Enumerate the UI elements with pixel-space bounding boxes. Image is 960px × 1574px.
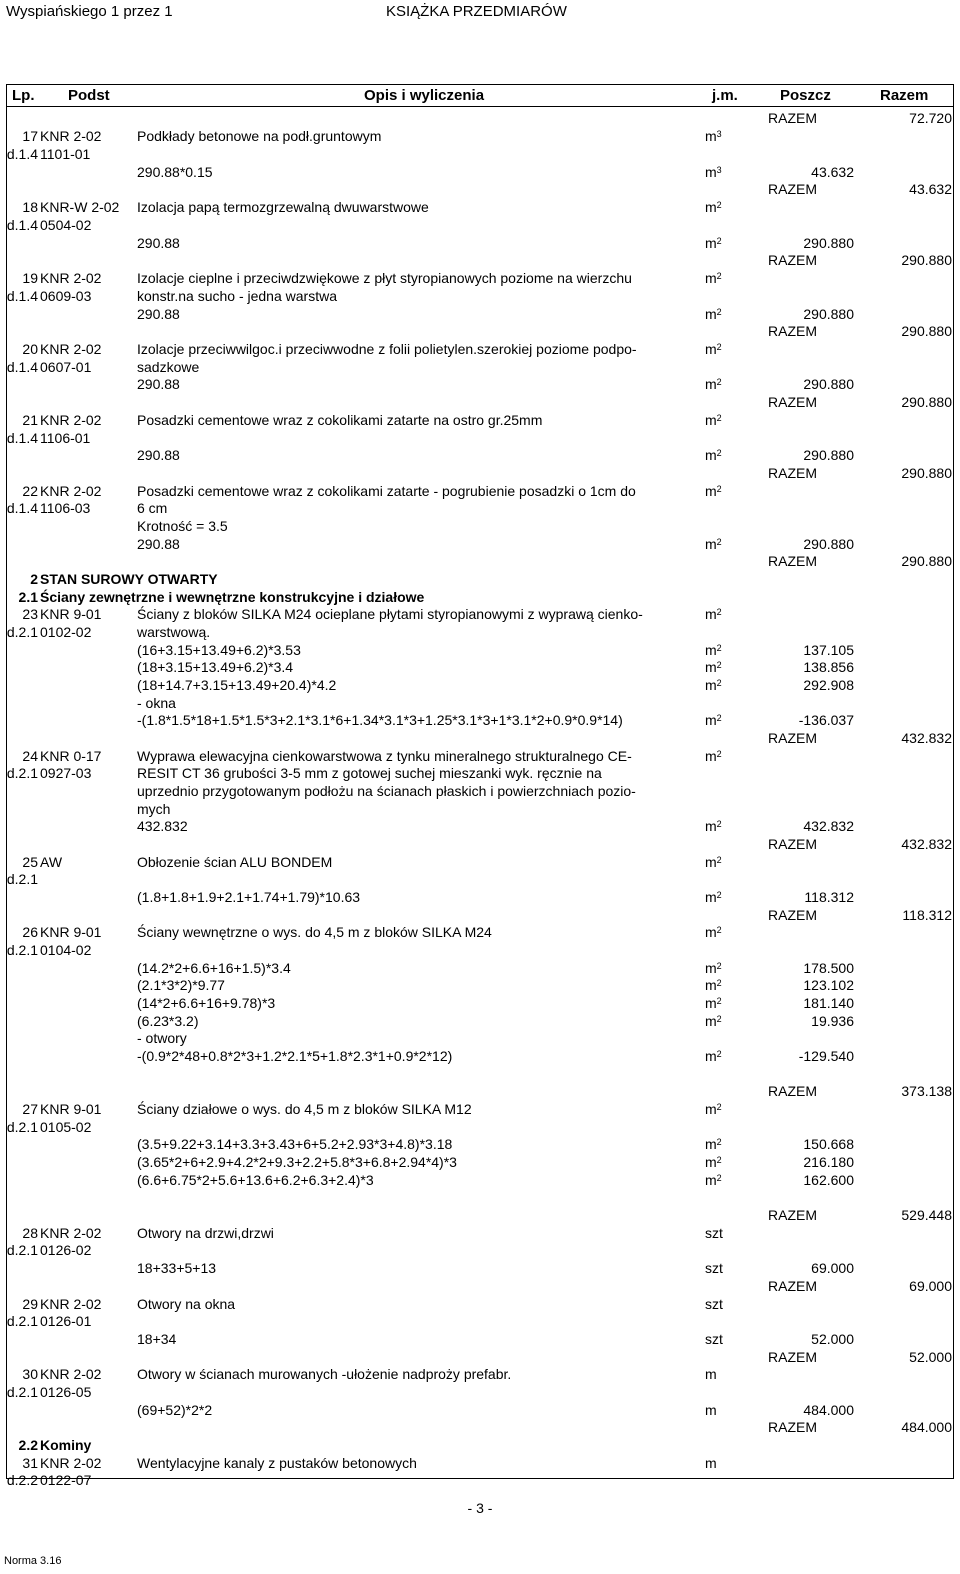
- cell-lp: 2: [30, 571, 38, 587]
- cell-podstawa: KNR 2-02: [40, 483, 102, 499]
- cell-lp: 21: [22, 412, 38, 428]
- cell-opis: warstwową.: [137, 624, 211, 640]
- cell-poszcz: 290.880: [803, 376, 854, 392]
- cell-opis: mych: [137, 801, 171, 817]
- cell-podstawa: KNR 9-01: [40, 924, 102, 940]
- table-row: [0, 1119, 960, 1136]
- cell-opis: sadzkowe: [137, 359, 200, 375]
- table-row: [0, 323, 960, 340]
- cell-razem: 72.720: [909, 110, 952, 126]
- cell-opis: 290.88: [137, 447, 180, 463]
- cell-lp: 22: [22, 483, 38, 499]
- cell-podstawa: Kominy: [40, 1437, 92, 1453]
- cell-razem-label: RAZEM: [768, 730, 817, 746]
- table-row: [0, 394, 960, 411]
- table-row: [0, 1225, 960, 1242]
- table-row: [0, 748, 960, 765]
- cell-jm: $m^2$: [705, 995, 722, 1011]
- cell-poszcz: 150.668: [803, 1136, 854, 1152]
- cell-podstawa: 1106-03: [40, 500, 91, 516]
- table-row: [0, 889, 960, 906]
- table-row: [0, 818, 960, 835]
- cell-podstawa: KNR 2-02: [40, 412, 102, 428]
- cell-podstawa: KNR 9-01: [40, 606, 102, 622]
- cell-poszcz: 19.936: [811, 1013, 854, 1029]
- cell-opis: (18+14.7+3.15+13.49+20.4)*4.2: [137, 677, 337, 693]
- software-version: Norma 3.16: [4, 1555, 62, 1567]
- table-row: [0, 1402, 960, 1419]
- cell-razem: 118.312: [902, 907, 952, 923]
- cell-lp: d.2.1: [6, 942, 38, 958]
- cell-razem-label: RAZEM: [768, 1083, 817, 1099]
- cell-jm: $m^2$: [705, 1013, 722, 1029]
- cell-jm: $m^2$: [705, 659, 722, 675]
- cell-opis: - okna: [137, 695, 176, 711]
- table-row: [0, 1207, 960, 1224]
- cell-lp: d.1.4: [6, 288, 38, 304]
- cell-razem-label: RAZEM: [768, 1419, 817, 1435]
- table-row: [0, 606, 960, 623]
- cell-jm: szt: [705, 1296, 723, 1312]
- cell-razem: 484.000: [901, 1419, 952, 1435]
- cell-opis: (3.65*2+6+2.9+4.2*2+9.3+2.2+5.8*3+6.8+2.94*4)*3: [137, 1154, 457, 1170]
- table-row: [0, 589, 960, 606]
- cell-lp: 17: [22, 128, 38, 144]
- cell-razem-label: RAZEM: [768, 836, 817, 852]
- table-row: [0, 217, 960, 234]
- col-podst: Podst: [68, 87, 110, 104]
- cell-jm: $m^2$: [705, 748, 722, 764]
- cell-lp: d.1.4: [6, 217, 38, 233]
- cell-poszcz: 290.880: [803, 235, 854, 251]
- cell-poszcz: 290.880: [803, 447, 854, 463]
- cell-lp: 26: [22, 924, 38, 940]
- cell-lp: 19: [22, 270, 38, 286]
- cell-razem: 52.000: [909, 1349, 952, 1365]
- cell-opis: Posadzki cementowe wraz z cokolikami zatarte na ostro gr.25mm: [137, 412, 543, 428]
- cell-opis: Izolacja papą termozgrzewalną dwuwarstwowe: [137, 199, 429, 215]
- cell-jm: $m^2$: [705, 960, 722, 976]
- table-row: [0, 430, 960, 447]
- cell-jm: $m^3$: [705, 128, 722, 144]
- col-poszcz: Poszcz: [780, 87, 831, 104]
- table-row: [0, 1260, 960, 1277]
- cell-razem: 43.632: [909, 181, 952, 197]
- table-row: [0, 854, 960, 871]
- cell-poszcz: 290.880: [803, 536, 854, 552]
- cell-poszcz: 178.500: [803, 960, 854, 976]
- cell-jm: $m^2$: [705, 235, 722, 251]
- cell-podstawa: KNR 9-01: [40, 1101, 102, 1117]
- cell-poszcz: 290.880: [803, 306, 854, 322]
- cell-poszcz: 162.600: [803, 1172, 854, 1188]
- table-row: [0, 907, 960, 924]
- document-header: [6, 3, 954, 25]
- cell-lp: d.2.2: [6, 1472, 38, 1488]
- cell-jm: $m^2$: [705, 306, 722, 322]
- cell-razem: 373.138: [901, 1083, 952, 1099]
- table-row: [0, 518, 960, 535]
- cell-razem: 69.000: [909, 1278, 952, 1294]
- table-row: [0, 1278, 960, 1295]
- cell-poszcz: 52.000: [811, 1331, 854, 1347]
- cell-lp: 30: [22, 1366, 38, 1382]
- cell-razem: 290.880: [901, 323, 952, 339]
- cell-opis: - otwory: [137, 1030, 187, 1046]
- cell-jm: $m^2$: [705, 270, 722, 286]
- cell-podstawa: 0102-02: [40, 624, 92, 640]
- cell-razem-label: RAZEM: [768, 110, 817, 126]
- table-row: [0, 500, 960, 517]
- cell-jm: $m^2$: [705, 199, 722, 215]
- cell-lp: 18: [22, 199, 38, 215]
- column-header: [6, 85, 954, 107]
- table-row: [0, 1154, 960, 1171]
- table-row: [0, 465, 960, 482]
- cell-opis: 18+34: [137, 1331, 177, 1347]
- cell-podstawa: 0607-01: [40, 359, 92, 375]
- table-row: [0, 181, 960, 198]
- table-row: [0, 553, 960, 570]
- table-row: [0, 1331, 960, 1348]
- header-bottom-rule: [6, 106, 954, 107]
- table-row: [0, 730, 960, 747]
- cell-opis: Wentylacyjne kanaly z pustaków betonowych: [137, 1455, 417, 1471]
- cell-podstawa: 1101-01: [40, 146, 91, 162]
- cell-podstawa: 0126-02: [40, 1242, 92, 1258]
- cell-opis: Ściany z bloków SILKA M24 ocieplane płytami styropianowymi z wyprawą cienko-: [137, 606, 643, 622]
- cell-podstawa: 1106-01: [40, 430, 91, 446]
- cell-lp: 31: [22, 1455, 38, 1471]
- cell-opis: (1.8+1.8+1.9+2.1+1.74+1.79)*10.63: [137, 889, 361, 905]
- cell-opis: 290.88: [137, 376, 180, 392]
- cell-lp: 2.2: [18, 1437, 38, 1453]
- cell-jm: m: [705, 1366, 717, 1382]
- cell-opis: uprzednio przygotowanym podłożu na ścianach płaskich i powierzchniach pozio-: [137, 783, 636, 799]
- cell-lp: d.2.1: [6, 765, 38, 781]
- table-row: [0, 146, 960, 163]
- table-row: [0, 924, 960, 941]
- cell-opis: Krotność = 3.5: [137, 518, 228, 534]
- cell-lp: 25: [22, 854, 38, 870]
- cell-lp: 29: [22, 1296, 38, 1312]
- cell-opis: (18+3.15+13.49+6.2)*3.4: [137, 659, 294, 675]
- table-row: [0, 677, 960, 694]
- cell-razem: 290.880: [901, 553, 952, 569]
- cell-opis: (3.5+9.22+3.14+3.3+3.43+6+5.2+2.93*3+4.8)*3.18: [137, 1136, 453, 1152]
- table-row: [0, 765, 960, 782]
- cell-jm: szt: [705, 1260, 723, 1276]
- cell-razem: 290.880: [901, 394, 952, 410]
- table-row: [0, 1455, 960, 1472]
- cell-jm: $m^2$: [705, 712, 722, 728]
- cell-opis: Otwory w ścianach murowanych -ułożenie nadproży prefabr.: [137, 1366, 512, 1382]
- table-row: [0, 110, 960, 127]
- cell-opis: 6 cm: [137, 500, 168, 516]
- cell-opis: (14.2*2+6.6+16+1.5)*3.4: [137, 960, 291, 976]
- cell-opis: 290.88: [137, 306, 180, 322]
- cell-opis: Podkłady betonowe na podł.gruntowym: [137, 128, 382, 144]
- cell-lp: 24: [22, 748, 38, 764]
- cell-opis: (16+3.15+13.49+6.2)*3.53: [137, 642, 301, 658]
- cell-lp: d.2.1: [6, 1242, 38, 1258]
- table-row: [0, 1030, 960, 1047]
- cell-razem: 432.832: [901, 730, 952, 746]
- cell-opis: -(0.9*2*48+0.8*2*3+1.2*2.1*5+1.8*2.3*1+0.9*2*12): [137, 1048, 453, 1064]
- cell-jm: $m^2$: [705, 854, 722, 870]
- table-row: [0, 1172, 960, 1189]
- cell-razem-label: RAZEM: [768, 394, 817, 410]
- table-row: [0, 801, 960, 818]
- cell-opis: Izolacje cieplne i przeciwdzwiękowe z płyt styropianowych poziome na wierzchu: [137, 270, 632, 286]
- cell-jm: $m^2$: [705, 606, 722, 622]
- cell-jm: $m^2$: [705, 412, 722, 428]
- cell-podstawa: 0126-05: [40, 1384, 92, 1400]
- cell-poszcz: 118.312: [804, 889, 854, 905]
- table-row: [0, 1296, 960, 1313]
- cell-podstawa: 0927-03: [40, 765, 92, 781]
- cell-podstawa: 0105-02: [40, 1119, 92, 1135]
- cell-podstawa: 0126-01: [40, 1313, 92, 1329]
- cell-lp: d.2.1: [6, 871, 38, 887]
- cell-jm: $m^2$: [705, 447, 722, 463]
- table-row: [0, 128, 960, 145]
- table-row: [0, 376, 960, 393]
- table-row: [0, 1242, 960, 1259]
- table-row: [0, 1313, 960, 1330]
- cell-lp: d.1.4: [6, 500, 38, 516]
- table-row: [0, 571, 960, 588]
- cell-razem: 290.880: [901, 465, 952, 481]
- cell-opis: RESIT CT 36 grubości 3-5 mm z gotowej suchej mieszanki wyk. ręcznie na: [137, 765, 602, 781]
- table-row: [0, 536, 960, 553]
- table-row: [0, 871, 960, 888]
- table-row: [0, 341, 960, 358]
- table-row: [0, 1472, 960, 1489]
- table-row: [0, 624, 960, 641]
- cell-poszcz: -136.037: [798, 712, 854, 728]
- cell-jm: szt: [705, 1225, 723, 1241]
- table-row: [0, 995, 960, 1012]
- cell-opis: 290.88*0.15: [137, 164, 213, 180]
- cell-razem-label: RAZEM: [768, 907, 817, 923]
- table-row: [0, 1419, 960, 1436]
- cell-lp: 28: [22, 1225, 38, 1241]
- col-lp: Lp.: [12, 87, 35, 104]
- cell-opis: Obłozenie ścian ALU BONDEM: [137, 854, 333, 870]
- cell-opis: -(1.8*1.5*18+1.5*1.5*3+2.1*3.1*6+1.34*3.1*3+1.25*3.1*3+1*3.1*2+0.9*0.9*14): [137, 712, 623, 728]
- table-row: [0, 783, 960, 800]
- table-row: [0, 836, 960, 853]
- cell-opis: (6.23*3.2): [137, 1013, 199, 1029]
- cell-poszcz: 138.856: [803, 659, 854, 675]
- cell-razem-label: RAZEM: [768, 1349, 817, 1365]
- cell-poszcz: 137.105: [803, 642, 854, 658]
- table-row: [0, 1437, 960, 1454]
- cell-jm: m: [705, 1455, 717, 1471]
- table-row: [0, 235, 960, 252]
- table-row: [0, 359, 960, 376]
- cell-razem-label: RAZEM: [768, 553, 817, 569]
- cell-jm: $m^2$: [705, 1101, 722, 1117]
- cell-poszcz: -129.540: [798, 1048, 854, 1064]
- table-row: [0, 483, 960, 500]
- cell-podstawa: KNR 2-02: [40, 270, 102, 286]
- table-row: [0, 977, 960, 994]
- table-row: [0, 270, 960, 287]
- cell-jm: $m^2$: [705, 818, 722, 834]
- cell-podstawa: AW: [40, 854, 63, 870]
- cell-razem: 290.880: [901, 252, 952, 268]
- table-row: [0, 199, 960, 216]
- table-row: [0, 712, 960, 729]
- cell-jm: $m^2$: [705, 977, 722, 993]
- cell-lp: d.2.1: [6, 1119, 38, 1135]
- page-number: - 3 -: [467, 1500, 493, 1516]
- cell-jm: $m^2$: [705, 1154, 722, 1170]
- cell-jm: $m^2$: [705, 536, 722, 552]
- cell-opis: Posadzki cementowe wraz z cokolikami zatarte - pogrubienie posadzki o 1cm do: [137, 483, 636, 499]
- cell-poszcz: 292.908: [803, 677, 854, 693]
- cell-jm: $m^3$: [705, 164, 722, 180]
- cell-podstawa: 0122-07: [40, 1472, 92, 1488]
- cell-podstawa: KNR 2-02: [40, 1296, 102, 1312]
- cell-opis: (6.6+6.75*2+5.6+13.6+6.2+6.3+2.4)*3: [137, 1172, 374, 1188]
- cell-opis: Otwory na okna: [137, 1296, 236, 1312]
- cell-podstawa: 0609-03: [40, 288, 92, 304]
- cell-podstawa: KNR 2-02: [40, 1455, 102, 1471]
- cell-opis: 432.832: [137, 818, 188, 834]
- cell-jm: $m^2$: [705, 376, 722, 392]
- table-row: [0, 412, 960, 429]
- cell-opis: 290.88: [137, 235, 180, 251]
- table-row: [0, 1384, 960, 1401]
- cell-jm: $m^2$: [705, 483, 722, 499]
- cell-podstawa: KNR 0-17: [40, 748, 102, 764]
- cell-lp: d.2.1: [6, 624, 38, 640]
- table-row: [0, 1013, 960, 1030]
- cell-razem: 529.448: [901, 1207, 952, 1223]
- cell-opis: konstr.na sucho - jedna warstwa: [137, 288, 337, 304]
- cell-opis: (2.1*3*2)*9.77: [137, 977, 225, 993]
- table-row: [0, 659, 960, 676]
- table-row: [0, 1366, 960, 1383]
- cell-poszcz: 43.632: [811, 164, 854, 180]
- table-row: [0, 1083, 960, 1100]
- cell-jm: $m^2$: [705, 1136, 722, 1152]
- table-row: [0, 1048, 960, 1065]
- header-address: Wyspiańskiego 1 przez 1: [6, 3, 173, 20]
- cell-lp: 2.1: [18, 589, 38, 605]
- cell-lp: 20: [22, 341, 38, 357]
- cell-opis: Otwory na drzwi,drzwi: [137, 1225, 274, 1241]
- cell-razem-label: RAZEM: [768, 465, 817, 481]
- cell-razem-label: RAZEM: [768, 181, 817, 197]
- cell-podstawa: 0104-02: [40, 942, 92, 958]
- cell-lp: d.2.1: [6, 1313, 38, 1329]
- cell-poszcz: 69.000: [811, 1260, 854, 1276]
- cell-jm: $m^2$: [705, 677, 722, 693]
- header-title: KSIĄŻKA PRZEDMIARÓW: [386, 3, 567, 20]
- cell-jm: $m^2$: [705, 642, 722, 658]
- cell-lp: d.2.1: [6, 1384, 38, 1400]
- cell-jm: $m^2$: [705, 1172, 722, 1188]
- cell-lp: 27: [22, 1101, 38, 1117]
- cell-podstawa: KNR 2-02: [40, 128, 102, 144]
- cell-poszcz: 181.140: [803, 995, 854, 1011]
- cell-podstawa: Ściany zewnętrzne i wewnętrzne konstrukcyjne i działowe: [40, 589, 425, 605]
- cell-lp: d.1.4: [6, 146, 38, 162]
- cell-poszcz: 484.000: [803, 1402, 854, 1418]
- table-row: [0, 942, 960, 959]
- cell-opis: Izolacje przeciwwilgoc.i przeciwwodne z folii polietylen.szerokiej poziome podpo-: [137, 341, 637, 357]
- cell-opis: 18+33+5+13: [137, 1260, 217, 1276]
- table-row: [0, 288, 960, 305]
- cell-jm: $m^2$: [705, 341, 722, 357]
- col-jm: j.m.: [712, 87, 738, 104]
- cell-jm: szt: [705, 1331, 723, 1347]
- cell-podstawa: STAN SUROWY OTWARTY: [40, 571, 218, 587]
- table-row: [0, 1136, 960, 1153]
- cell-podstawa: KNR 2-02: [40, 1366, 102, 1382]
- cell-opis: (14*2+6.6+16+9.78)*3: [137, 995, 276, 1011]
- cell-razem-label: RAZEM: [768, 252, 817, 268]
- cell-poszcz: 123.102: [803, 977, 854, 993]
- cell-lp: 23: [22, 606, 38, 622]
- cell-podstawa: KNR 2-02: [40, 341, 102, 357]
- cell-razem: 432.832: [901, 836, 952, 852]
- cell-razem-label: RAZEM: [768, 1278, 817, 1294]
- cell-razem-label: RAZEM: [768, 1207, 817, 1223]
- table-row: [0, 642, 960, 659]
- cell-poszcz: 432.832: [803, 818, 854, 834]
- cell-opis: (69+52)*2*2: [137, 1402, 213, 1418]
- table-row: [0, 164, 960, 181]
- cell-opis: Ściany działowe o wys. do 4,5 m z bloków SILKA M12: [137, 1101, 472, 1117]
- table-row: [0, 1349, 960, 1366]
- cell-razem-label: RAZEM: [768, 323, 817, 339]
- cell-jm: $m^2$: [705, 889, 722, 905]
- table-row: [0, 695, 960, 712]
- cell-podstawa: 0504-02: [40, 217, 92, 233]
- table-row: [0, 960, 960, 977]
- cell-podstawa: KNR 2-02: [40, 1225, 102, 1241]
- col-razem: Razem: [880, 87, 929, 104]
- cell-podstawa: KNR-W 2-02: [40, 199, 120, 215]
- cell-opis: 290.88: [137, 536, 180, 552]
- table-row: [0, 252, 960, 269]
- table-row: [0, 306, 960, 323]
- cell-jm: $m^2$: [705, 924, 722, 940]
- col-opis: Opis i wyliczenia: [364, 87, 485, 104]
- cell-jm: m: [705, 1402, 717, 1418]
- cell-lp: d.1.4: [6, 430, 38, 446]
- cell-jm: $m^2$: [705, 1048, 722, 1064]
- table-row: [0, 447, 960, 464]
- table-row: [0, 1101, 960, 1118]
- cell-opis: Ściany wewnętrzne o wys. do 4,5 m z bloków SILKA M24: [137, 924, 492, 940]
- cell-poszcz: 216.180: [803, 1154, 854, 1170]
- cell-opis: Wyprawa elewacyjna cienkowarstwowa z tynku mineralnego strukturalnego CE-: [137, 748, 632, 764]
- cell-lp: d.1.4: [6, 359, 38, 375]
